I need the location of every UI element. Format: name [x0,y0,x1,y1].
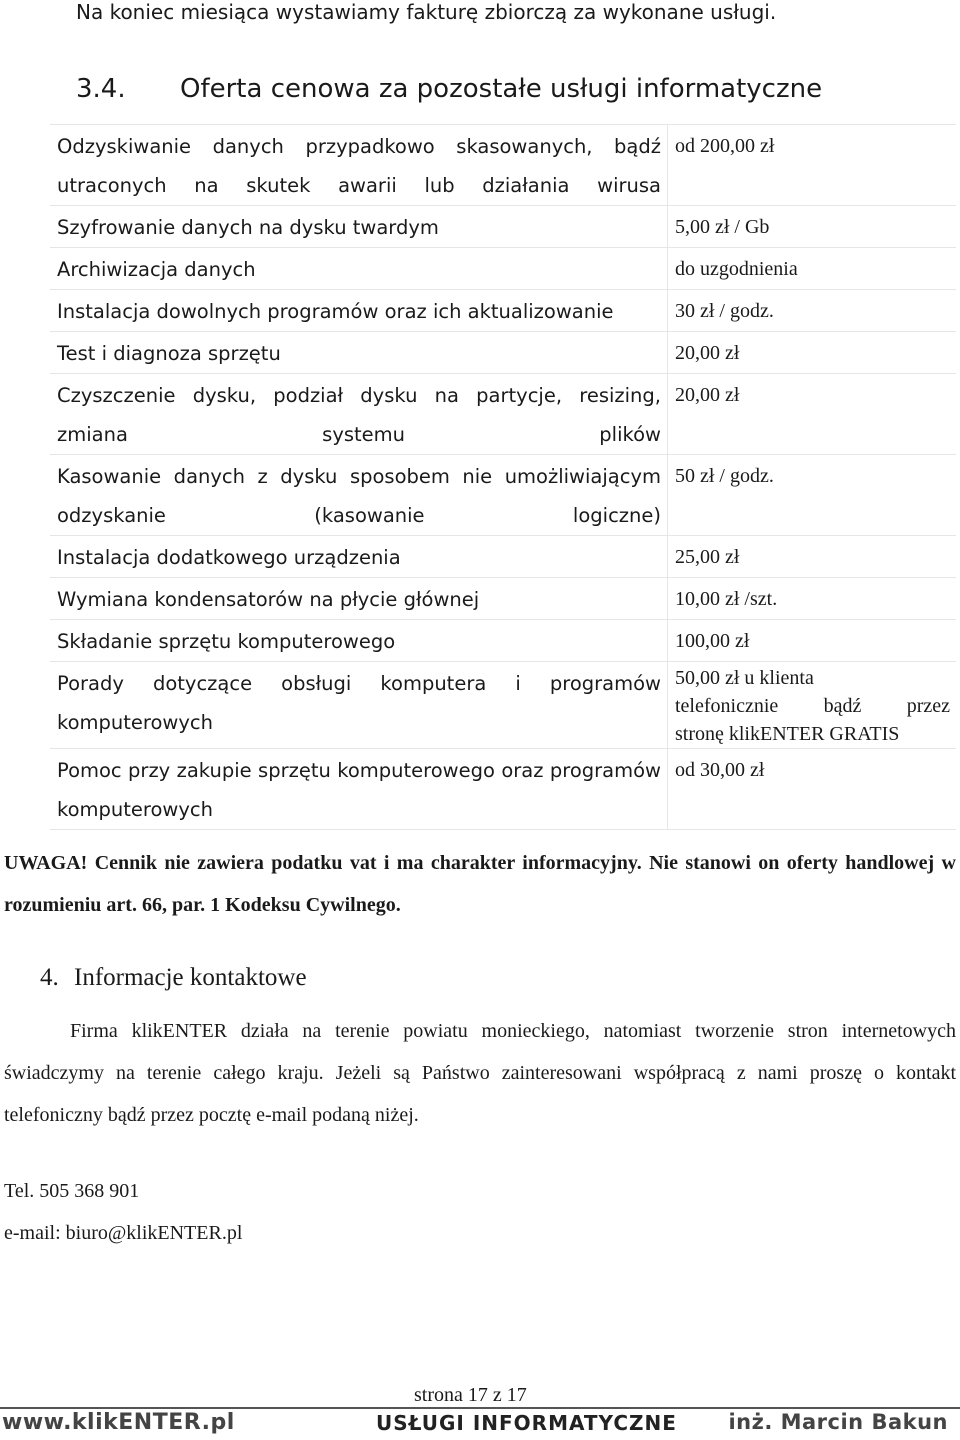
footer-website-link[interactable]: www.klikENTER.pl [2,1410,235,1435]
table-row [50,332,956,374]
table-row [50,620,956,662]
price-table [50,124,956,830]
price-cell: 20,00 zł [668,374,957,455]
price-cell: 20,00 zł [668,332,957,374]
price-cell: do uzgodnienia [668,248,957,290]
service-cell: Pomoc przy zakupie sprzętu komputerowego oraz programów komputerowych [50,749,668,830]
price-line: stronę klikENTER GRATIS [675,723,900,745]
price-cell [668,662,957,749]
email-address: e-mail: biuro@klikENTER.pl [4,1222,243,1244]
price-cell: 25,00 zł [668,536,957,578]
table-row [50,578,956,620]
service-cell: Instalacja dowolnych programów oraz ich aktualizowanie [50,290,668,332]
table-row [50,374,956,455]
price-line: 50,00 zł u klienta [675,667,814,689]
contact-paragraph [4,1010,956,1136]
phone-number: Tel. 505 368 901 [4,1180,140,1202]
service-cell: Składanie sprzętu komputerowego [50,620,668,662]
footer-author: inż. Marcin Bakun [728,1410,948,1434]
table-row [50,455,956,536]
price-cell: od 30,00 zł [668,749,957,830]
service-cell: Wymiana kondensatorów na płycie głównej [50,578,668,620]
footer-company-tagline: USŁUGI INFORMATYCZNE [376,1411,677,1435]
price-cell: od 200,00 zł [668,125,957,206]
table-row [50,125,956,206]
service-cell: Czyszczenie dysku, podział dysku na partycje, resizing, zmiana systemu plików [50,374,668,455]
service-cell: Archiwizacja danych [50,248,668,290]
section-4-title: Informacje kontaktowe [74,964,307,991]
footer-divider [0,1407,960,1409]
section-3-4-title: Oferta cenowa za pozostałe usługi informatyczne [180,74,823,104]
vat-note: UWAGA! Cennik nie zawiera podatku vat i ma charakter informacyjny. Nie stanowi on oferty handlowej w rozumieniu art. 66, par. 1 Kodeksu Cywilnego. [4,852,956,916]
price-cell: 100,00 zł [668,620,957,662]
service-cell: Szyfrowanie danych na dysku twardym [50,206,668,248]
section-4-heading [40,964,307,992]
intro-text: Na koniec miesiąca wystawiamy fakturę zbiorczą za wykonane usługi. [76,0,777,24]
price-cell: 10,00 zł /szt. [668,578,957,620]
page-number: strona 17 z 17 [414,1384,527,1406]
service-cell: Instalacja dodatkowego urządzenia [50,536,668,578]
table-row [50,662,956,749]
service-cell [50,125,668,206]
service-cell: Test i diagnoza sprzętu [50,332,668,374]
table-row [50,749,956,830]
table-row [50,248,956,290]
contact-paragraph-text: Firma klikENTER działa na terenie powiatu monieckiego, natomiast tworzenie stron internetowych świadczymy na terenie całego kraju. Jeżeli są Państwo zainteresowani współpracą z nami proszę o kontakt telefoniczny bądź przez pocztę e-mail podaną niżej. [4,1020,956,1126]
service-name: Odzyskiwanie danych przypadkowo skasowanych, bądź utraconych na skutek awarii lub działania wirusa [57,135,661,197]
section-4-number: 4. [40,964,59,991]
table-row [50,290,956,332]
price-cell: 5,00 zł / Gb [668,206,957,248]
service-cell: Porady dotyczące obsługi komputera i programów komputerowych [50,662,668,749]
table-row [50,206,956,248]
price-cell: 50 zł / godz. [668,455,957,536]
service-cell: Kasowanie danych z dysku sposobem nie umożliwiającym odzyskanie (kasowanie logiczne) [50,455,668,536]
price-cell: 30 zł / godz. [668,290,957,332]
section-3-4-heading [76,74,822,104]
table-row [50,536,956,578]
price-line: telefonicznie bądź przez [675,695,950,717]
section-3-4-number: 3.4. [76,74,126,104]
